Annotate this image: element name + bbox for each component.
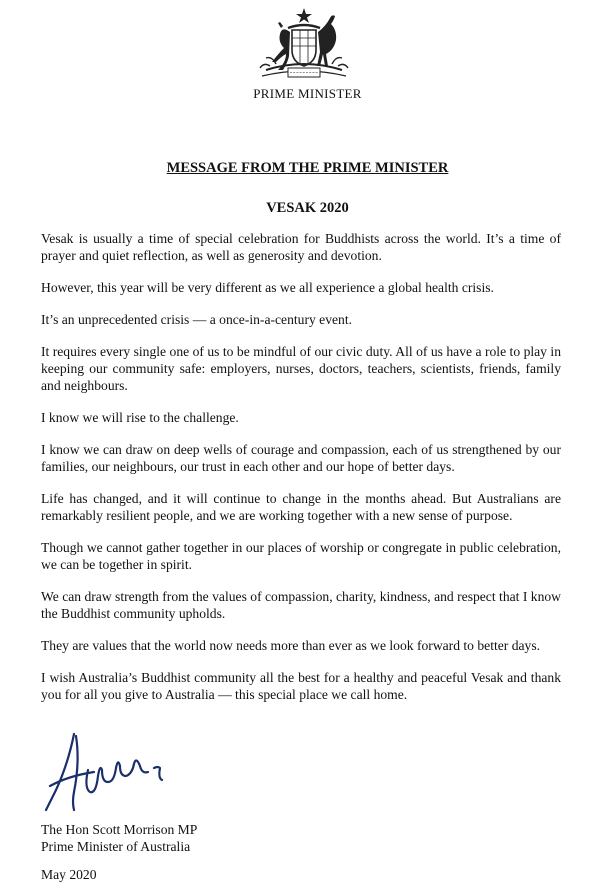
signoff-title: Prime Minister of Australia bbox=[41, 839, 191, 854]
paragraph: Vesak is usually a time of special celebration for Buddhists across the world. It’s a time of prayer and quiet reflection, as well as generosity and devotion. bbox=[41, 231, 561, 263]
message-subheading: VESAK 2020 bbox=[266, 200, 349, 216]
paragraph: However, this year will be very different as we all experience a global health crisis. bbox=[41, 280, 494, 295]
paragraph: I know we can draw on deep wells of courage and compassion, each of us strengthened by our families, our neighbours, our trust in each other and our hope of better days. bbox=[41, 442, 561, 474]
signature-icon bbox=[36, 726, 206, 818]
letterhead-office: PRIME MINISTER bbox=[253, 86, 362, 101]
paragraph: It’s an unprecedented crisis — a once-in-a-century event. bbox=[41, 312, 353, 327]
paragraph: It requires every single one of us to be mindful of our civic duty. All of us have a role to play in keeping our community safe: employers, nurses, doctors, teachers, scientists, friends, family and neighbours. bbox=[41, 344, 561, 393]
message-body bbox=[41, 230, 561, 718]
paragraph: We can draw strength from the values of compassion, charity, kindness, and respect that I know the Buddhist community upholds. bbox=[41, 589, 561, 621]
signoff bbox=[41, 821, 197, 855]
paragraph: Though we cannot gather together in our places of worship or congregate in public celebration, we can be together in spirit. bbox=[41, 540, 561, 572]
paragraph: I know we will rise to the challenge. bbox=[41, 410, 239, 425]
paragraph: Life has changed, and it will continue to change in the months ahead. But Australians are remarkably resilient people, and we are working together with a new sense of purpose. bbox=[41, 491, 561, 523]
signoff-name: The Hon Scott Morrison MP bbox=[41, 822, 198, 837]
paragraph: They are values that the world now needs more than ever as we look forward to better days. bbox=[41, 638, 541, 653]
coat-of-arms-icon bbox=[248, 6, 360, 86]
letter-date: May 2020 bbox=[41, 867, 97, 882]
message-heading: MESSAGE FROM THE PRIME MINISTER bbox=[166, 160, 449, 176]
paragraph: I wish Australia’s Buddhist community all the best for a healthy and peaceful Vesak and thank you for all you give to Australia — this special place we call home. bbox=[41, 670, 561, 702]
